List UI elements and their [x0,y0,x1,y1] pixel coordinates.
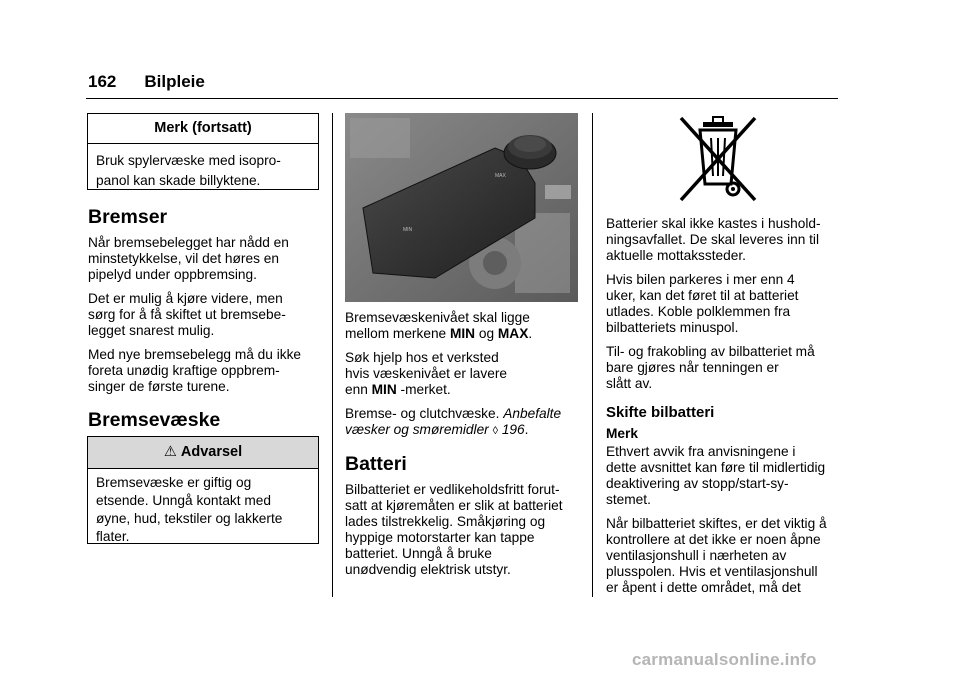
warning-body [88,469,318,546]
text-line: er åpent i dette området, må det [606,580,801,595]
min-mark-label: MIN [403,227,413,233]
heading-skifte-bilbatteri: Skifte bilbatteri [606,404,715,421]
note-line: Bruk spylervæske med isopro- [96,153,281,168]
text-line: dette avsnittet kan føre til midlertidig [606,460,826,475]
text-line: Hvis bilen parkeres i mer enn 4 [606,272,795,287]
text-line: ventilasjonshull i nærheten av [606,548,787,563]
column-1 [88,206,324,431]
text-line: Ethvert avvik fra anvisningene i [606,444,796,459]
paragraph [88,235,324,283]
heading-bremser: Bremser [88,206,168,228]
column-2 [345,310,585,586]
paragraph [606,216,846,264]
text-line: minstetykkelse, vil det høres en [88,251,279,266]
text-line: singer de første turene. [88,379,230,394]
text-fragment: Bremse- og clutchvæske. [345,406,504,421]
note-box [87,113,319,190]
warning-line: øyne, hud, tekstiler og lakkerte [96,511,283,526]
paragraph [345,482,585,578]
page-ref-icon: ◊ [492,425,498,437]
merk-label: Merk [606,426,638,441]
column-divider-1 [332,113,333,597]
text-line: Bremsevæskenivået skal ligge [345,310,530,325]
text-line: bare gjøres når tenningen er [606,360,779,375]
text-line: satt at kjøremåten er slik at batteriet [345,498,563,513]
text-fragment: . [528,326,533,341]
text-line: lades tilstrekkelig. Småkjøring og [345,514,546,529]
text-line: hvis væskenivået er lavere [345,366,508,381]
text-line: uker, kan det føret til at batteriet [606,288,799,303]
cross-reference-title[interactable]: væsker og smøremidler [345,422,489,437]
text-line: batteriet. Unngå å bruke [345,546,492,561]
column-divider-2 [592,113,593,597]
text-line: Når bremsebelegget har nådd en [88,235,289,250]
warning-line: etsende. Unngå kontakt med [96,493,272,508]
text-line: sørg for å få skiftet ut bremsebe- [88,307,286,322]
text-line: ningsavfallet. De skal leveres inn til [606,232,820,247]
text-line: Det er mulig å kjøre videre, men [88,291,283,306]
column-3 [606,216,846,604]
text-line: Bilbatteriet er vedlikeholdsfritt forut- [345,482,560,497]
warning-title: Advarsel [180,444,243,460]
paragraph [345,406,585,439]
text-line: plusspolen. Hvis et ventilasjonshull [606,564,818,579]
text-line: stemet. [606,492,651,507]
text-line: deaktivering av stopp/start-sy- [606,476,789,491]
paragraph [88,291,324,339]
text-line: utlades. Koble polklemmen fra [606,304,791,319]
engine-bay-illustration [345,113,578,302]
text-line: Med nye bremsebelegg må du ikke [88,347,302,362]
text-fragment: . [524,422,529,437]
note-box-title: Merk (fortsatt) [88,114,318,144]
page-number: 162 [88,72,117,91]
text-line: hyppige motorstarter kan tappe [345,530,535,545]
chapter-title: Bilpleie [144,72,205,91]
warning-box [87,436,319,544]
warning-line: Bremsevæske er giftig og [96,475,252,490]
text-line: foreta unødig kraftige oppbrem- [88,363,280,378]
text-line: kontrollere at det ikke er noen åpne [606,532,821,547]
header-rule [86,98,838,99]
text-fragment: -merket. [396,382,451,397]
paragraph [88,347,324,395]
text-line: aktuelle mottakssteder. [606,248,746,263]
text-fragment: og [475,326,498,341]
text-line: Batterier skal ikke kastes i hushold- [606,216,821,231]
heading-batteri: Batteri [345,453,407,475]
paragraph [345,310,585,342]
page-reference-link[interactable]: 196 [501,422,525,437]
text-fragment: mellom merkene [345,326,450,341]
brake-fluid-reservoir-photo [345,113,578,302]
min-keyword: MIN [449,326,476,341]
text-line: pipelyd under oppbremsing. [88,267,257,282]
text-line: bilbatteriets minuspol. [606,320,739,335]
text-line: Når bilbatteriet skiftes, er det viktig å [606,516,827,531]
paragraph [606,444,846,508]
note-line: panol kan skade billyktene. [96,173,261,188]
text-line: slått av. [606,376,653,391]
note-box-body [88,144,318,191]
warning-line: flater. [96,529,130,544]
page-header [88,72,205,92]
paragraph [345,350,585,398]
max-keyword: MAX [497,326,529,341]
warning-icon: ⚠ [163,444,177,460]
heading-bremsevaeske: Bremsevæske [88,409,221,431]
paragraph [606,516,846,596]
warning-header [88,437,318,469]
paragraph [606,272,846,336]
text-line: legget snarest mulig. [88,323,215,338]
text-line: unødvendig elektrisk utstyr. [345,562,511,577]
crossed-out-wheelie-bin-icon [673,114,763,204]
text-fragment: enn [345,382,372,397]
cross-reference-title[interactable]: Anbefalte [503,406,562,421]
min-keyword: MIN [371,382,397,397]
max-mark-label: MAX [495,173,506,179]
paragraph [606,344,846,392]
text-line: Til- og frakobling av bilbatteriet må [606,344,815,359]
text-line: Søk hjelp hos et verksted [345,350,499,365]
watermark-text: carmanualsonline.info [632,650,817,669]
